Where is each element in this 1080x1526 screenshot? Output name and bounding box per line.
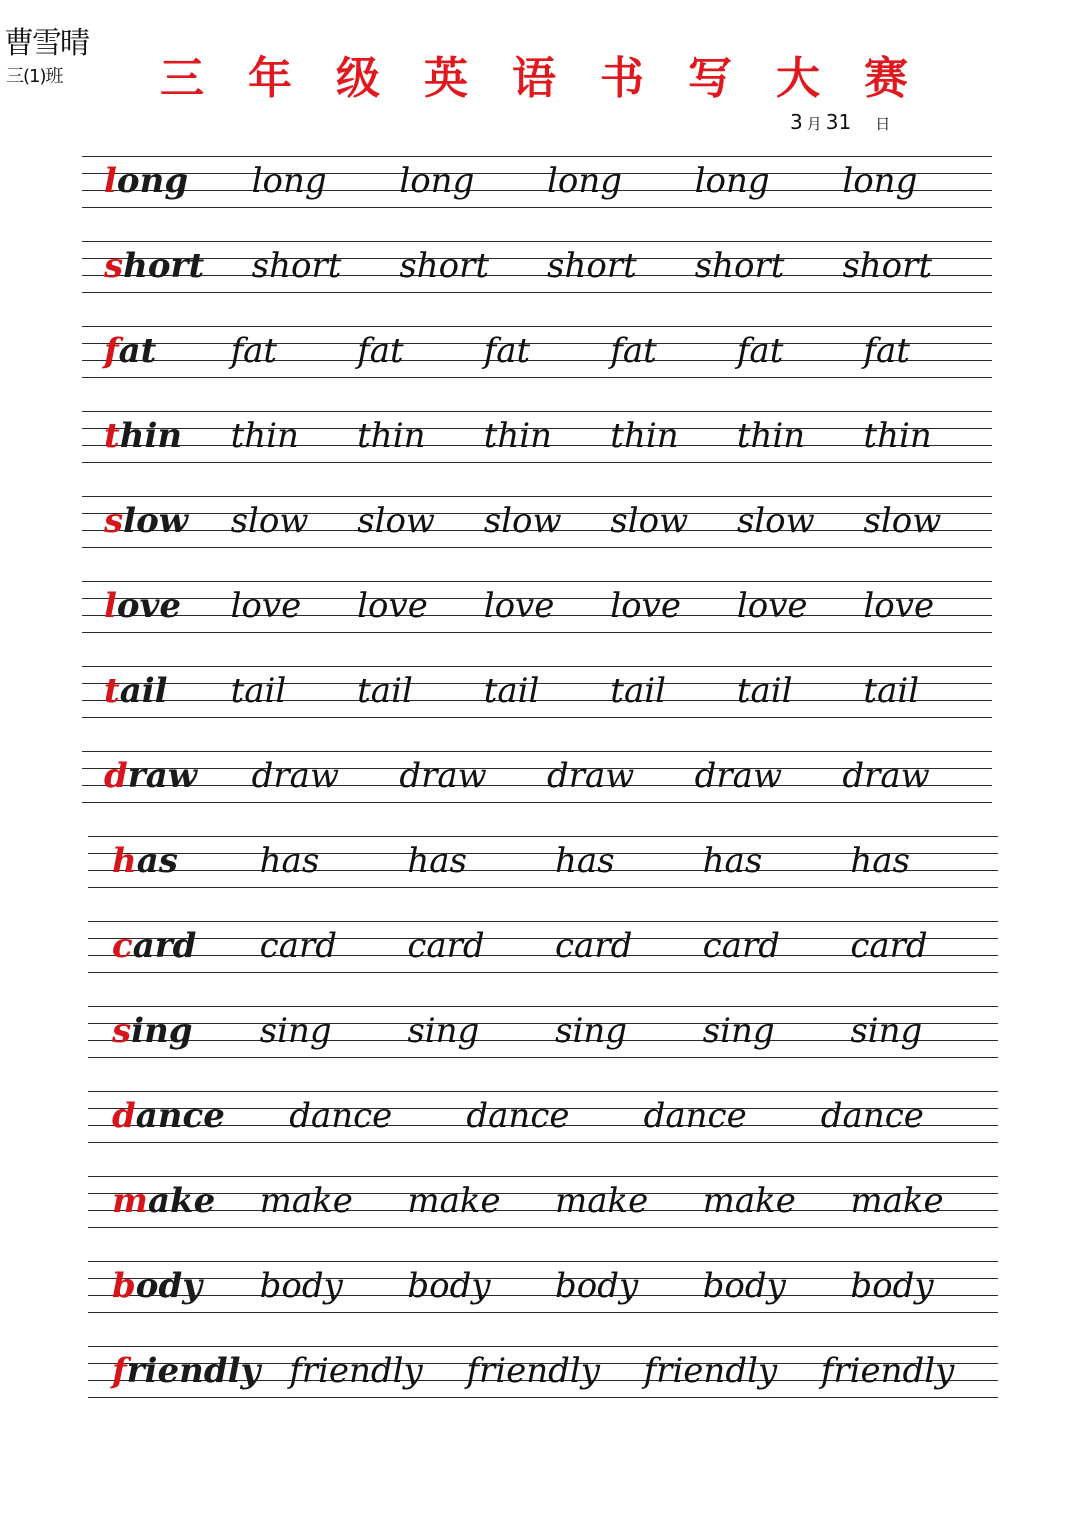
copied-word: slow	[863, 501, 942, 541]
copied-word: long	[694, 161, 770, 201]
ruled-line	[82, 411, 992, 412]
copied-word: fat	[357, 331, 404, 371]
copied-word: fat	[736, 331, 784, 371]
ruled-line	[82, 717, 992, 718]
ruled-line	[82, 632, 992, 633]
model-word: fat	[104, 331, 157, 371]
copied-word: friendly	[466, 1351, 600, 1391]
ruled-line	[88, 1142, 998, 1143]
model-word: dance	[112, 1096, 225, 1136]
copied-word: dance	[643, 1096, 747, 1136]
ruled-line	[82, 377, 992, 378]
practice-row-card	[0, 921, 1080, 1006]
model-word: short	[104, 246, 205, 286]
ruled-line	[88, 1176, 998, 1177]
model-word: tail	[104, 671, 168, 711]
copied-word: tail	[230, 671, 287, 711]
copied-word: dance	[289, 1096, 393, 1136]
copied-word: draw	[547, 756, 635, 796]
model-word: draw	[104, 756, 197, 796]
date-day: 31	[825, 110, 852, 134]
copied-word: fat	[863, 331, 910, 371]
copied-word: thin	[357, 416, 426, 456]
copied-word: card	[259, 926, 337, 966]
copied-word: make	[555, 1181, 649, 1221]
ruled-line	[82, 802, 992, 803]
ruled-line	[82, 292, 992, 293]
copied-word: tail	[483, 671, 540, 711]
copied-word: short	[694, 246, 785, 286]
ruled-line	[88, 1261, 998, 1262]
copied-word: short	[547, 246, 637, 286]
copied-word: sing	[407, 1011, 480, 1051]
practice-row-fat	[0, 326, 1080, 411]
copied-word: tail	[357, 671, 413, 711]
model-word: card	[112, 926, 197, 966]
student-class: 三(1)班	[6, 66, 63, 87]
ruled-line	[82, 666, 992, 667]
copied-word: slow	[736, 501, 815, 541]
copied-word: draw	[694, 756, 783, 796]
copied-word: has	[259, 841, 320, 881]
copied-word: card	[407, 926, 485, 966]
ruled-line	[88, 921, 998, 922]
ruled-line	[82, 207, 992, 208]
practice-row-friendly	[0, 1346, 1080, 1431]
model-word: friendly	[112, 1351, 261, 1391]
date-day-unit: 日	[875, 115, 891, 133]
model-word: slow	[104, 501, 189, 541]
copied-word: sing	[702, 1011, 775, 1051]
model-word: thin	[104, 416, 183, 456]
copied-word: love	[230, 586, 302, 626]
page-title: 三年级英语书写大赛	[160, 53, 952, 104]
copied-word: slow	[230, 501, 309, 541]
copied-word: has	[407, 841, 467, 881]
copied-word: body	[259, 1266, 343, 1306]
practice-row-make	[0, 1176, 1080, 1261]
copied-word: thin	[483, 416, 553, 456]
copied-word: thin	[736, 416, 806, 456]
ruled-line	[82, 360, 992, 361]
practice-row-sing	[0, 1006, 1080, 1091]
copied-word: love	[736, 586, 808, 626]
ruled-line	[82, 326, 992, 327]
ruled-line	[82, 156, 992, 157]
copied-word: draw	[399, 756, 487, 796]
ruled-line	[82, 343, 992, 344]
copied-word: thin	[230, 416, 299, 456]
copied-word: draw	[842, 756, 930, 796]
copied-word: make	[407, 1181, 501, 1221]
copied-word: love	[357, 586, 428, 626]
model-word: long	[104, 161, 189, 201]
copied-word: sing	[555, 1011, 627, 1051]
copied-word: fat	[610, 331, 657, 371]
copied-word: dance	[466, 1096, 570, 1136]
copied-word: long	[547, 161, 623, 201]
ruled-line	[82, 751, 992, 752]
copied-word: has	[850, 841, 910, 881]
ruled-line	[82, 581, 992, 582]
copied-word: make	[702, 1181, 796, 1221]
copied-word: sing	[259, 1011, 332, 1051]
copied-word: has	[555, 841, 615, 881]
copied-word: thin	[610, 416, 679, 456]
ruled-line	[88, 1006, 998, 1007]
ruled-line	[88, 887, 998, 888]
copied-word: fat	[483, 331, 531, 371]
ruled-line	[88, 1227, 998, 1228]
copied-word: make	[850, 1181, 944, 1221]
model-word: has	[112, 841, 178, 881]
copied-word: tail	[610, 671, 666, 711]
ruled-line	[82, 496, 992, 497]
copied-word: tail	[863, 671, 920, 711]
copied-word: card	[555, 926, 633, 966]
copied-word: love	[483, 586, 555, 626]
copied-word: thin	[863, 416, 932, 456]
copied-word: friendly	[820, 1351, 955, 1391]
copied-word: slow	[357, 501, 436, 541]
copied-word: long	[399, 161, 475, 201]
date-month-unit: 月	[806, 115, 822, 133]
practice-row-short	[0, 241, 1080, 326]
copied-word: card	[702, 926, 780, 966]
practice-row-body	[0, 1261, 1080, 1346]
ruled-line	[82, 241, 992, 242]
copied-word: long	[251, 161, 327, 201]
student-name: 曹雪晴	[4, 26, 88, 61]
model-word: body	[112, 1266, 202, 1306]
ruled-line	[88, 1091, 998, 1092]
copied-word: dance	[820, 1096, 924, 1136]
copied-word: slow	[483, 501, 562, 541]
copied-word: short	[251, 246, 342, 286]
copied-word: body	[702, 1266, 786, 1306]
copied-word: tail	[736, 671, 793, 711]
ruled-line	[88, 836, 998, 837]
practice-row-dance	[0, 1091, 1080, 1176]
practice-row-thin	[0, 411, 1080, 496]
practice-row-has	[0, 836, 1080, 921]
model-word: love	[104, 586, 181, 626]
copied-word: body	[407, 1266, 491, 1306]
copied-word: body	[555, 1266, 639, 1306]
practice-row-love	[0, 581, 1080, 666]
copied-word: has	[702, 841, 763, 881]
ruled-line	[88, 1346, 998, 1347]
ruled-line	[88, 972, 998, 973]
ruled-line	[88, 1057, 998, 1058]
date-line	[790, 110, 890, 134]
practice-row-tail	[0, 666, 1080, 751]
practice-row-slow	[0, 496, 1080, 581]
ruled-line	[82, 547, 992, 548]
copied-word: short	[399, 246, 490, 286]
practice-row-long	[0, 156, 1080, 241]
date-month: 3	[790, 110, 803, 134]
ruled-line	[88, 1397, 998, 1398]
copied-word: love	[863, 586, 935, 626]
model-word: make	[112, 1181, 216, 1221]
copied-word: make	[259, 1181, 353, 1221]
ruled-line	[82, 462, 992, 463]
ruled-line	[88, 1312, 998, 1313]
model-word: sing	[112, 1011, 193, 1051]
copied-word: short	[842, 246, 933, 286]
copied-word: card	[850, 926, 928, 966]
copied-word: long	[842, 161, 918, 201]
copied-word: draw	[251, 756, 340, 796]
copied-word: friendly	[289, 1351, 423, 1391]
practice-row-draw	[0, 751, 1080, 836]
copied-word: body	[850, 1266, 934, 1306]
copied-word: friendly	[643, 1351, 778, 1391]
copied-word: love	[610, 586, 681, 626]
copied-word: slow	[610, 501, 689, 541]
copied-word: sing	[850, 1011, 923, 1051]
copied-word: fat	[230, 331, 278, 371]
